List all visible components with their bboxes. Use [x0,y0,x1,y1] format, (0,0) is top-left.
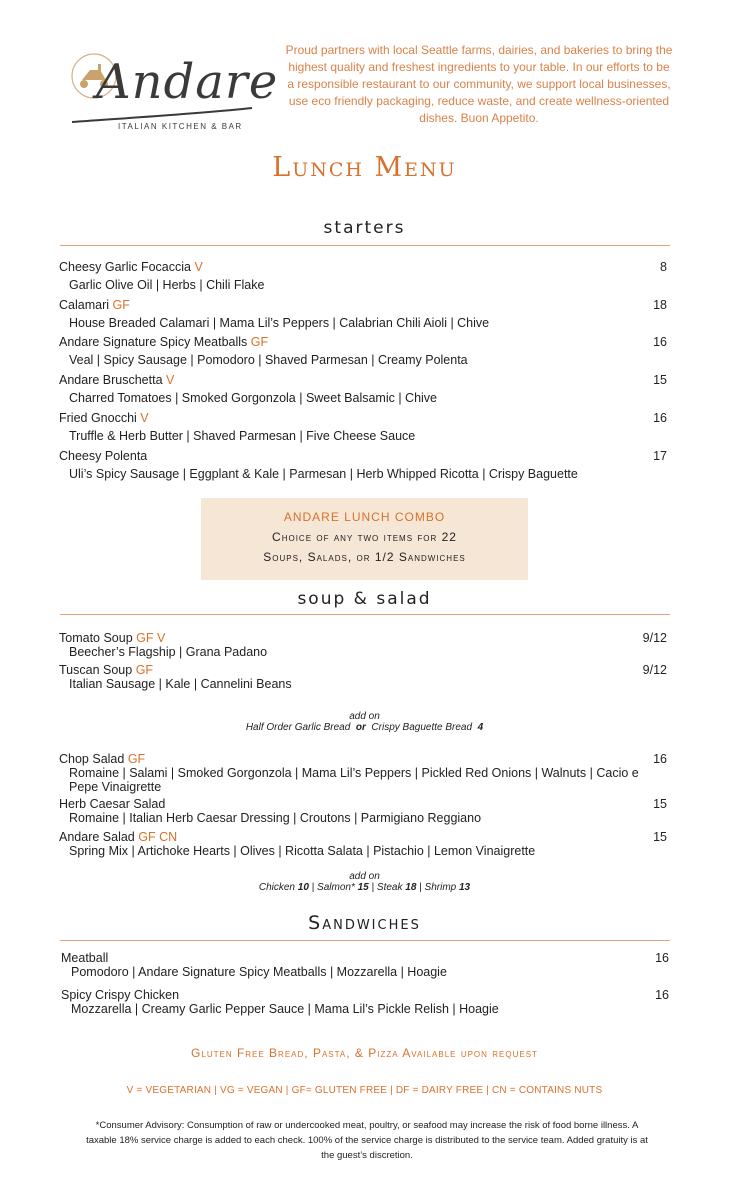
item-description: House Breaded Calamari | Mama Lil’s Peppers | Calabrian Chili Aioli | Chive [69,316,490,330]
addon-separator: | [308,882,318,893]
section-heading-starters: starters [323,218,406,238]
addon-option: Steak [376,882,406,893]
diet-tag: V [140,411,149,425]
item-price: 9/12 [642,663,667,677]
diet-legend: V = VEGETARIAN | VG = VEGAN | GF= GLUTEN FREE | DF = DAIRY FREE | CN = CONTAINS NUTS [126,1085,603,1096]
section-heading-soup-salad: soup & salad [297,589,432,609]
addon-price: 18 [405,882,417,893]
item-description: Spring Mix | Artichoke Hearts | Olives | Ricotta Salata | Pistachio | Lemon Vinaigrette [69,844,536,858]
item-description: Romaine | Italian Herb Caesar Dressing | Croutons | Parmigiano Reggiano [69,811,482,825]
item-description: Charred Tomatoes | Smoked Gorgonzola | Sweet Balsamic | Chive [69,391,438,405]
addon-label: add on [349,871,380,882]
addon-price: 10 [297,882,309,893]
intro-text: Proud partners with local Seattle farms, dairies, and bakeries to bring the highest quality and freshest ingredients to your table. In our efforts to be a responsible restaurant to our community, we support local businesses, use eco friendly packaging, reduce waste, and create wellness-oriented dishes. Buon Appetito. [285,43,673,125]
addon-option: Chicken [258,882,298,893]
item-description: Garlic Olive Oil | Herbs | Chili Flake [69,278,265,292]
item-title: Cheesy Garlic Focaccia [59,260,191,274]
addon-option: Half Order Garlic Bread [245,722,351,733]
diet-tag: V [166,373,175,387]
item-price: 15 [653,830,667,844]
diet-tag: GF [127,752,146,766]
item-description: Uli’s Spicy Sausage | Eggplant & Kale | Parmesan | Herb Whipped Ricotta | Crispy Baguette [69,467,578,481]
addon-option: Salmon* [317,882,358,893]
item-description: Romaine | Salami | Smoked Gorgonzola | Mama Lil’s Peppers | Pickled Red Onions | Walnuts | Cacio e Pepe Vinaigrette [69,766,639,794]
section-heading-sandwiches: Sandwiches [308,912,421,934]
item-price: 8 [660,260,667,274]
item-description: Pomodoro | Andare Signature Spicy Meatballs | Mozzarella | Hoagie [71,965,447,979]
menu-item [59,371,671,407]
combo-line: Soups, Salads, or 1/2 Sandwiches [263,550,466,564]
lunch-combo-box [201,498,528,580]
diet-tag: GF CN [138,830,178,844]
menu-item [59,752,671,794]
salad-addon [0,871,729,893]
logo-wordmark: Andare [96,54,279,110]
item-name [59,258,671,276]
item-price: 15 [653,797,667,811]
menu-item [61,988,673,1016]
menu-item [59,797,671,825]
menu-item [59,447,671,483]
menu-item [59,631,671,659]
item-title: Calamari [59,298,110,312]
item-description: Mozzarella | Creamy Garlic Pepper Sauce | Mama Lil’s Pickle Relish | Hoagie [71,1002,499,1016]
item-price: 16 [653,411,667,425]
addon-price: 4 [477,722,484,733]
addon-options [0,722,729,733]
item-title: Tomato Soup [59,631,133,645]
item-description: Veal | Spicy Sausage | Pomodoro | Shaved Parmesan | Creamy Polenta [69,353,468,367]
item-name [59,830,671,844]
item-description: Truffle & Herb Butter | Shaved Parmesan | Five Cheese Sauce [69,429,416,443]
item-name [59,296,671,314]
soup-addon [0,711,729,733]
addon-separator: | [416,882,425,893]
combo-line: Choice of any two items for 22 [272,530,457,544]
item-title: Meatball [61,951,109,965]
section-divider [60,614,670,615]
item-description: Italian Sausage | Kale | Cannelini Beans [69,677,292,691]
menu-item [59,409,671,445]
item-name [59,663,671,677]
menu-item [59,830,671,858]
diet-tag: GF V [136,631,166,645]
item-price: 17 [653,449,667,463]
item-name [59,333,671,351]
diet-tag: GF [250,335,269,349]
item-title: Tuscan Soup [59,663,133,677]
item-name [59,752,671,766]
item-title: Cheesy Polenta [59,449,148,463]
menu-item [59,258,671,294]
page-title: Lunch Menu [272,152,457,183]
addon-label: add on [349,711,380,722]
item-name [61,988,673,1002]
item-name [61,951,673,965]
item-title: Chop Salad [59,752,125,766]
item-price: 18 [653,298,667,312]
diet-tag: V [194,260,203,274]
logo-underline [72,108,252,122]
item-price: 16 [655,951,669,965]
addon-separator: | [368,882,377,893]
item-title: Herb Caesar Salad [59,797,166,811]
addon-options [0,882,729,893]
consumer-advisory: *Consumer Advisory: Consumption of raw or undercooked meat, poultry, or seafood may increase the risk of food borne illness. A taxable 18% service charge is added to each check. 100% of the service charge is distributed to the service team. Added gratuity is at the guest’s discretion. [86,1120,648,1161]
menu-item [59,296,671,332]
diet-tag: GF [135,663,154,677]
item-price: 16 [653,752,667,766]
item-price: 16 [655,988,669,1002]
item-price: 15 [653,373,667,387]
menu-item [61,951,673,979]
logo-subtitle: ITALIAN KITCHEN & BAR [118,122,243,131]
menu-item [59,333,671,369]
item-name [59,631,671,645]
item-price: 16 [653,335,667,349]
menu-item [59,663,671,691]
item-name [59,797,671,811]
item-name [59,447,671,465]
addon-or: or [355,722,366,733]
item-title: Spicy Crispy Chicken [61,988,180,1002]
combo-title: ANDARE LUNCH COMBO [283,510,446,524]
item-price: 9/12 [642,631,667,645]
logo [66,34,279,138]
item-name [59,371,671,389]
addon-price: 15 [357,882,369,893]
gluten-free-note: Gluten Free Bread, Pasta, & Pizza Available upon request [191,1046,538,1060]
item-title: Andare Salad [59,830,135,844]
section-divider [60,245,670,246]
diet-tag: GF [112,298,130,312]
item-description: Beecher’s Flagship | Grana Padano [69,645,268,659]
section-divider [60,940,670,941]
item-name [59,409,671,427]
item-title: Fried Gnocchi [59,411,137,425]
item-title: Andare Signature Spicy Meatballs [59,335,248,349]
addon-price: 13 [459,882,471,893]
addon-option: Crispy Baguette Bread [371,722,473,733]
item-title: Andare Bruschetta [59,373,163,387]
addon-option: Shrimp [424,882,459,893]
